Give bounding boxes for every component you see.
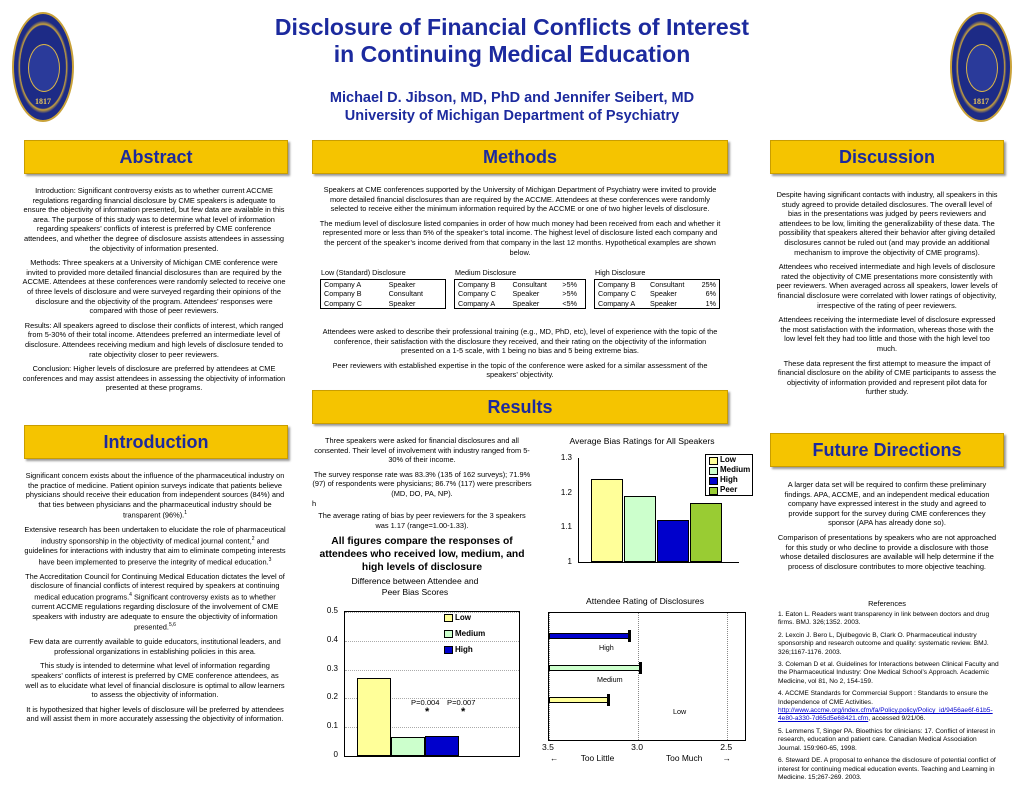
- bar-high: [657, 520, 689, 562]
- chart2-plot: [344, 611, 520, 757]
- y-tick-label: 1.3: [560, 453, 572, 462]
- chart1-legend: [705, 454, 753, 496]
- medium-disclosure-header: Medium Disclosure: [455, 268, 517, 277]
- error-marker: [607, 694, 610, 706]
- title-line-1: Disclosure of Financial Conflicts of Interest: [274, 14, 750, 40]
- future-paragraph-1: A larger data set will be required to confirm these preliminary findings. APA, ACCME, and an independent medical education company have expressed interest in the study and agreed to provide support for the survey during CME conferences they sponsor (APA has already done so).: [784, 480, 990, 528]
- abstract-results: Results: All speakers agreed to disclose their conflicts of interest, which ranged from 5-30% of their total income. Attendees preferred an intermediate level of disclosure. Attendees receiving medium and high levels of disclosure tended to rate objectivity closer to peer reviewers.: [24, 320, 284, 359]
- error-marker: [628, 630, 631, 642]
- disclosure-rating-chart: [540, 594, 750, 769]
- p-value-medium: P=0.004: [411, 698, 440, 707]
- references-list: [778, 611, 1000, 786]
- y-tick-label: 1.1: [560, 522, 572, 532]
- reference-item: 1. Eaton L. Readers want transparency in link between doctors and drug firms. BMJ. 326;1352. 2003.: [778, 611, 990, 627]
- intro-paragraph-5: This study is intended to determine what level of information regarding speakers’ conflicts of interest is preferred by CME conference attendees, as well as to elucidate what level of financial disclosure is optimal to allow learners to assess the objectivity of information.: [25, 661, 285, 700]
- discussion-paragraph-2: Attendees who received intermediate and high levels of disclosure rated the objectivity of CME presentations more consistently with peer reviewers. When averaged across all speakers, lower levels of financial disclosure were correlated with lower ratings of objectivity, irrespective of the rating of peer reviewers.: [776, 262, 998, 310]
- reference-item: 5. Lemmens T, Singer PA. Bioethics for clinicians: 17. Conflict of interest in research, education and patient care. Canadian Medical Association Journal. 159:960-65, 1998.: [778, 727, 996, 752]
- gridline: [345, 670, 519, 671]
- bar-medium: [391, 737, 425, 756]
- legend-item-medium: Medium: [706, 465, 752, 475]
- discussion-body: [776, 190, 998, 402]
- significance-mark: *: [425, 706, 430, 718]
- difference-chart: [300, 576, 530, 759]
- abstract-heading: Abstract: [119, 147, 193, 167]
- stray-character: h: [312, 498, 317, 508]
- abstract-banner: [24, 140, 288, 174]
- reference-item: 3. Coleman D et al. Guidelines for Interactions between Clinical Faculty and the Pharmaceutical Industry: One Medical School’s Approach. Academic Medicine, vol 81, No 2, 154-159.: [778, 661, 999, 685]
- high-disclosure-table: [594, 279, 720, 309]
- too-much-label: Too Much →: [666, 753, 732, 763]
- y-tick-label: 1: [567, 557, 572, 566]
- legend-item-low: Low: [706, 455, 752, 465]
- legend-item-high: High: [441, 644, 505, 660]
- significance-mark: *: [461, 706, 466, 718]
- introduction-banner: [24, 425, 288, 459]
- bar-low: [591, 479, 623, 562]
- discussion-paragraph-4: These data represent the first attempt to measure the impact of financial disclosure on the ability of CME participants to assess the objectivity of information provided and represent pilot data for further study.: [777, 358, 997, 397]
- high-disclosure-header: High Disclosure: [595, 268, 646, 277]
- abstract-body: [22, 186, 286, 398]
- gridline: [638, 613, 639, 740]
- intro-paragraph-4: Few data are currently available to guide educators, institutional leaders, and professional organizations in establishing policies in this area.: [29, 637, 281, 656]
- reference-item: 4. ACCME Standards for Commercial Support : Standards to ensure the Independence of CME Activities. http://www.accme.org/index.cfm/fa/Policy.policy/Policy_id/9456ae6f-61b5-4e80-a330-7d65d5e68421.cfm, accessed 9/21/06.: [778, 690, 993, 723]
- results-paragraph-3: The average rating of bias by peer reviewers for the 3 speakers was 1.17 (range=1.00-1.33).: [318, 511, 526, 530]
- poster-title: [0, 14, 1024, 68]
- error-marker: [639, 662, 642, 674]
- discussion-paragraph-3: Attendees receiving the intermediate level of disclosure expressed the most satisfaction with the information, whereas those with the low level felt they had too little and those with the high level too much.: [778, 315, 996, 353]
- authors: Michael D. Jibson, MD, PhD and Jennifer Seibert, MD: [329, 90, 695, 106]
- introduction-heading: Introduction: [103, 432, 209, 452]
- author-block: [0, 89, 1024, 125]
- legend-item-peer: Peer: [706, 485, 752, 495]
- table-row: Company C Speaker >5%: [458, 289, 577, 299]
- x-tick-label: 3.0: [631, 742, 644, 752]
- chart1-plot: [578, 455, 751, 563]
- table-row: Company B Consultant 25%: [598, 280, 716, 289]
- y-tick-label: 0: [333, 750, 338, 759]
- chart3-plot: [548, 612, 746, 741]
- seal-year: 1817: [35, 97, 51, 106]
- reference-item: 2. Lexcin J. Bero L, Djulbegovic B, Clark O. Pharmaceutical industry sponsorship and research outcome and quality: systematic review. BMJ. 326;1167-1176. 2003.: [778, 631, 989, 656]
- bar-label-high: High: [599, 643, 614, 652]
- legend-item-low: Low: [441, 612, 505, 628]
- y-tick-label: 0.5: [326, 606, 338, 615]
- results-banner: [312, 390, 728, 424]
- discussion-paragraph-1: Despite having significant contacts with industry, all speakers in this study agreed to provide detailed disclosures. The overall level of bias in the presentations was judged by peers reviewers and attendees to be low, limiting the generalizability of these data. The possibility that speakers altered their behavior after giving detailed disclosures cannot be ruled out (and may provide an additional mechanism to improve the objectivity of CME programs).: [776, 190, 998, 257]
- low-disclosure-table: [320, 279, 446, 309]
- intro-paragraph-1: Significant concern exists about the influence of the pharmaceutical industry on the practice of medicine. Patient opinion surveys indicate that patients believe physicians should receive their education from independent sources (84%) and that ties between physicians and the pharmaceutical industry should be transparent (96%).$^1$: [25, 471, 285, 520]
- p-value-annotation: [409, 698, 509, 726]
- bar-label-low: Low: [673, 707, 687, 716]
- bar-medium: [549, 665, 640, 671]
- legend-item-medium: Medium: [441, 628, 505, 644]
- intro-paragraph-6: It is hypothesized that higher levels of disclosure will be preferred by attendees and will assist them in more accurately assessing the objectivity of information.: [26, 704, 284, 724]
- table-row: Company A Speaker 1%: [598, 298, 716, 308]
- y-tick-label: 0.2: [326, 692, 338, 702]
- references-heading: References: [868, 599, 906, 608]
- methods-body-2: [318, 327, 722, 385]
- arrow-right-icon: →: [722, 753, 732, 763]
- future-directions-heading: Future Directions: [812, 440, 962, 460]
- x-tick-label: 2.5: [720, 742, 733, 752]
- x-tick-label: 3.5: [542, 742, 554, 752]
- table-row: Company B Consultant: [324, 289, 423, 299]
- discussion-heading: Discussion: [838, 147, 936, 167]
- methods-paragraph-2: The medium level of disclosure listed companies in order of how much money had been received from each and whether it represented more or less than 5% of the speaker’s total income. The highest level of disclosure listed each company and the percent of the speaker’s income derived from that company in the last 12 months. Hypothetical examples are shown below.: [319, 218, 721, 257]
- medium-disclosure-table: [454, 279, 586, 309]
- bar-high: [549, 633, 629, 639]
- introduction-body: [24, 471, 286, 729]
- bar-low: [357, 678, 391, 756]
- arrow-left-icon: ←: [550, 753, 559, 763]
- intro-paragraph-2: Extensive research has been undertaken to elucidate the role of pharmaceutical industry sponsorship in the objectivity of medical journal content,$^2$ and guidelines for interactions with industry that aim to eliminate competing interests have been implemented to preserve the integrity of medical education.$^3$: [24, 525, 286, 567]
- table-row: Company C Speaker: [324, 298, 416, 308]
- table-row: Company C Speaker 6%: [598, 289, 716, 299]
- results-paragraph-2: The survey response rate was 83.3% (135 of 162 surveys); 71.9% (97) of respondents were physicians; 86.7% (117) were prescribers (MD, DO, PA, NP).: [312, 469, 532, 498]
- y-tick-label: 0.3: [326, 663, 338, 673]
- methods-heading: Methods: [483, 147, 557, 167]
- bar-peer: [690, 503, 722, 562]
- reference-item: 6. Steward DE. A proposal to enhance the disclosure of potential conflict of interest for continuing medical education events. Teaching and Learning in Medicine. 15;267-269. 2003.: [778, 757, 996, 781]
- methods-banner: [312, 140, 728, 174]
- abstract-introduction: Introduction: Significant controversy exists as to whether current ACCME regulations regarding financial disclosure by CME speakers is adequate to ensure the objectivity of information presented, but few data are available in this area. The purpose of this study was to determine what level of information regarding speakers’ conflicts of interest is preferred by CME conference attendees, and whether the degree of disclosure assists attendees in assessing the objectivity of information presented.: [23, 186, 285, 253]
- bar-high: [425, 736, 459, 756]
- abstract-conclusion: Conclusion: Higher levels of disclosure are preferred by attendees at CME conferences and may assist attendees in assessing the objectivity of information presented at these programs.: [22, 364, 286, 393]
- intro-paragraph-3: The Accreditation Council for Continuing Medical Education dictates the level of disclosure of financial conflicts of interest required by speakers at continuing medical education programs.$^4$ Significant controversy exists as to whether current ACCME regulations regarding disclosure of the involvement of CME speakers with industry are adequate to ensure the objectivity of information presented.$^{5,6}$: [25, 571, 285, 632]
- abstract-methods: Methods: Three speakers at a University of Michigan CME conference were invited to provided more detailed financial disclosures than are required by the ACCME. Attendees at these conferences were randomly selected to receive one of three levels of disclosure and were surveyed regarding their opinions of the disclosure and the objectivity of the program. Attendees’ responses were compared with those of peer reviewers.: [22, 258, 286, 316]
- bar-label-medium: Medium: [597, 675, 623, 684]
- discussion-banner: [770, 140, 1004, 174]
- gridline: [727, 613, 728, 740]
- bar-low: [549, 697, 608, 703]
- y-tick-label: 1.2: [560, 487, 572, 497]
- bias-ratings-chart: [542, 434, 751, 572]
- results-paragraph-1: Three speakers were asked for financial disclosures and all consented. Their level of involvement with industry ranged from 5-30% of their income.: [314, 436, 530, 465]
- future-directions-body: [776, 480, 998, 576]
- seal-year: 1817: [973, 97, 989, 106]
- bar-medium: [624, 496, 656, 562]
- methods-paragraph-1: Speakers at CME conferences supported by the University of Michigan Department of Psychiatry were invited to provide more detailed financial disclosures than are required by the ACCME. Attendees at these conferences were randomly selected to receive either the minimum information required by the ACCME or one of two higher levels of disclosure.: [323, 185, 717, 214]
- methods-body: [318, 185, 722, 262]
- chart-title: Attendee Rating of Disclosures: [586, 596, 704, 606]
- results-heading: Results: [487, 397, 553, 417]
- y-tick-label: 0.1: [326, 721, 338, 731]
- too-little-label: ← Too Little: [550, 753, 615, 763]
- chart2-title-line-2: Peer Bias Scores: [381, 587, 449, 597]
- results-text: [312, 436, 532, 574]
- methods-paragraph-4: Peer reviewers with established expertise in the topic of the conference were asked for a similar assessment of the speakers’ objectivity.: [332, 360, 708, 380]
- chart-title: Average Bias Ratings for All Speakers: [569, 436, 715, 446]
- low-disclosure-header: Low (Standard) Disclosure: [321, 268, 406, 277]
- title-line-2: in Continuing Medical Education: [333, 41, 691, 67]
- results-figures-note: All figures compare the responses of attendees who received low, medium, and high levels of disclosure: [319, 536, 525, 574]
- future-paragraph-2: Comparison of presentations by speakers who are not approached for this study or who decline to provide a disclosure with those whose detailed disclosures are available will help determine if the process of disclosure contributes to more objective teaching.: [777, 532, 997, 571]
- p-value-high: P=0.007: [447, 698, 476, 707]
- legend-item-high: High: [706, 475, 752, 485]
- affiliation: University of Michigan Department of Psychiatry: [344, 108, 680, 124]
- table-row: Company B Consultant >5%: [458, 280, 577, 289]
- reference-link[interactable]: http://www.accme.org/index.cfm/fa/Policy.policy/Policy_id/9456ae6f-61b5-4e80-a330-7d65d5e68421.cfm: [778, 707, 993, 723]
- chart2-title-line-1: Difference between Attendee and: [351, 576, 479, 586]
- y-tick-label: 0.4: [326, 634, 338, 644]
- table-row: Company A Speaker <5%: [458, 298, 577, 308]
- chart2-legend: [441, 612, 505, 660]
- table-row: Company A Speaker: [324, 280, 416, 289]
- future-directions-banner: [770, 433, 1004, 467]
- disclosure-examples: [318, 268, 722, 314]
- chart-title: [300, 576, 530, 598]
- methods-paragraph-3: Attendees were asked to describe their professional training (e.g., MD, PhD, etc), level of experience with the topic of the conference, their satisfaction with the disclosure they received, and their rating on the objectivity of the information presented on a 1-5 scale, with 1 being no bias and 5 being extreme bias.: [322, 327, 718, 356]
